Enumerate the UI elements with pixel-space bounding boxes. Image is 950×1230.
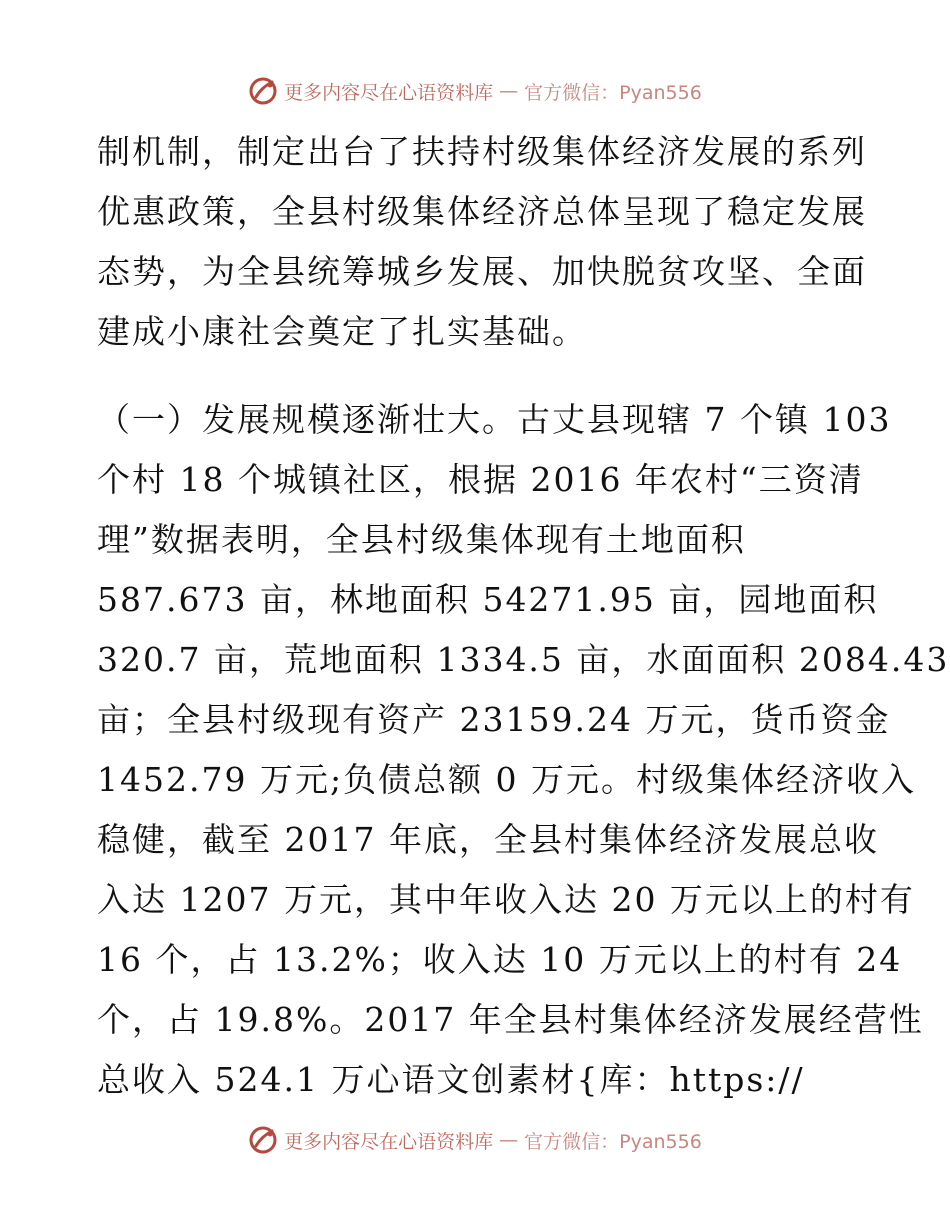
text-line: 亩；全县村级现有资产 23159.24 万元，货币资金 bbox=[97, 700, 891, 739]
watermark-wechat: 官方微信：Pyan556 bbox=[524, 1130, 702, 1153]
paragraph-intro-continued bbox=[97, 122, 867, 362]
paragraph-development-scale bbox=[97, 390, 950, 1110]
header-watermark bbox=[0, 76, 950, 106]
text-line: 1452.79 万元;负债总额 0 万元。村级集体经济收入 bbox=[97, 760, 917, 799]
watermark-separator: — bbox=[499, 1129, 519, 1151]
brush-seal-logo-icon bbox=[248, 76, 278, 106]
text-line: 优惠政策，全县村级集体经济总体呈现了稳定发展 bbox=[97, 192, 867, 231]
text-line: 320.7 亩，荒地面积 1334.5 亩，水面面积 2084.43 bbox=[97, 640, 950, 679]
text-line: 态势，为全县统筹城乡发展、加快脱贫攻坚、全面 bbox=[97, 252, 867, 291]
text-line: 建成小康社会奠定了扎实基础。 bbox=[97, 312, 587, 351]
document-body bbox=[97, 122, 950, 1110]
text-line: 稳健，截至 2017 年底，全县村集体经济发展总收 bbox=[97, 820, 879, 859]
footer-watermark bbox=[0, 1125, 950, 1155]
text-line: 总收入 524.1 万心语文创素材{库：https:// bbox=[97, 1060, 805, 1099]
text-line: 制机制，制定出台了扶持村级集体经济发展的系列 bbox=[97, 132, 867, 171]
watermark-separator: — bbox=[499, 80, 519, 102]
text-line: （一）发展规模逐渐壮大。古丈县现辖 7 个镇 103 bbox=[97, 400, 892, 439]
text-line: 个，占 19.8%。2017 年全县村集体经济发展经营性 bbox=[97, 1000, 924, 1039]
watermark-brand: 更多内容尽在心语资料库 bbox=[284, 1130, 494, 1153]
text-line: 入达 1207 万元，其中年收入达 20 万元以上的村有 bbox=[97, 880, 915, 919]
watermark-wechat: 官方微信：Pyan556 bbox=[524, 81, 702, 104]
watermark-brand: 更多内容尽在心语资料库 bbox=[284, 81, 494, 104]
text-line: 理”数据表明，全县村级集体现有土地面积 bbox=[97, 520, 746, 559]
text-line: 16 个，占 13.2%；收入达 10 万元以上的村有 24 bbox=[97, 940, 903, 979]
text-line: 个村 18 个城镇社区，根据 2016 年农村“三资清 bbox=[97, 460, 864, 499]
brush-seal-logo-icon bbox=[248, 1125, 278, 1155]
text-line: 587.673 亩，林地面积 54271.95 亩，园地面积 bbox=[97, 580, 879, 619]
